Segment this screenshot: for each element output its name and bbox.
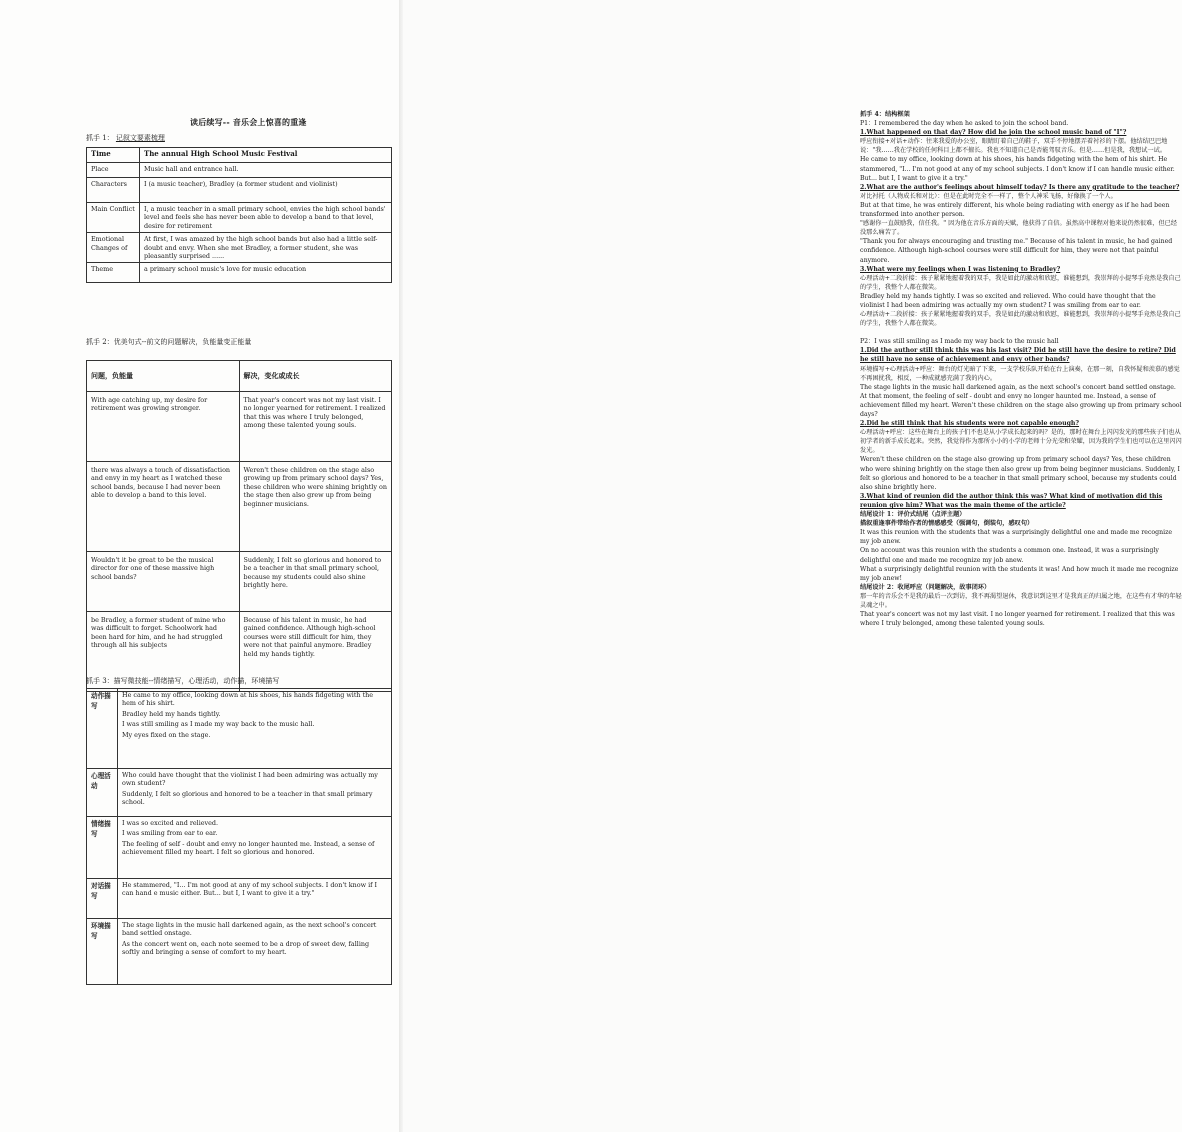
section-heading: 描叙重逢事件带给作者的情感感受（强调句，倒装句，感叹句） (860, 520, 1034, 528)
element-key: Emotional Changes of (87, 233, 140, 263)
section-heading: 抓手 4：结构框架 (860, 111, 910, 118)
problem-cell: Wouldn't it be great to be the musical director for one of these massive high school bands? (87, 552, 240, 612)
description-examples (118, 817, 392, 879)
section-heading: 结尾设计 1：评价式结尾（点评主题） (860, 511, 966, 519)
left-page (0, 0, 398, 1132)
spacer (860, 328, 1182, 337)
description-type: 环境描写 (87, 919, 118, 985)
description-type: 情绪描写 (87, 817, 118, 879)
structure-framework-text (860, 110, 1182, 628)
element-value: The annual High School Music Festival (140, 148, 392, 163)
guiding-question: 3.What kind of reunion did the author think this was? What kind of motivation did this reunion give him? What was the main theme of the article? (860, 492, 1163, 509)
description-line: Suddenly, I felt so glorious and honored to be a teacher in that small primary school. (122, 789, 373, 807)
step1-label: 抓手 1： (86, 134, 114, 142)
paragraph: He came to my office, looking down at his shoes, his hands fidgeting with the hem of his shirt. He stammered, "I... I'm not good at any of my school subjects. I don't know if I can handle music either. But... but I, I want to give it a try." (860, 156, 1175, 182)
description-examples (118, 879, 392, 919)
problem-cell: be Bradley, a former student of mine who was difficult to forget. Schoolwork had been hard for him, and he had struggled through all his subjects (87, 612, 240, 692)
step3-heading: 抓手 3：描写微技能--情绪描写，心理活动，动作描，环境描写 (86, 677, 280, 685)
step1-text: 记叙文要素梳理 (115, 134, 165, 142)
paragraph: 心理活动+二段折接：孩子紧紧地握着我的双手，我是如此的激动和欣慰，谁能想到，我崇拜的小提琴手竟然是我自己的学生，我整个人都在微笑。 (860, 274, 1181, 291)
description-line: My eyes fixed on the stage. (122, 730, 211, 739)
element-row (87, 163, 392, 178)
description-line: Bradley held my hands tightly. (122, 709, 221, 718)
description-line: Who could have thought that the violinist I had been admiring was actually my own student? (122, 771, 378, 788)
description-line: As the concert went on, each note seemed to be a drop of sweet dew, falling softly and bringing a sense of comfort to my heart. (122, 939, 370, 957)
element-row (87, 263, 392, 283)
description-type: 心理活动 (87, 769, 118, 817)
problem-row (87, 552, 392, 612)
description-line: He came to my office, looking down at his shoes, his hands fidgeting with the hem of his shirt. (122, 691, 374, 708)
element-row (87, 203, 392, 233)
element-value: a primary school music's love for music education (140, 263, 392, 283)
description-row (87, 769, 392, 817)
guiding-question: 3.What were my feelings when I was listening to Bradley? (860, 265, 1061, 273)
description-line: The feeling of self - doubt and envy no longer haunted me. Instead, a sense of achievement filled my heart. I felt so glorious and honored. (122, 839, 375, 857)
guiding-question: 1.Did the author still think this was his last visit? Did he still have the desire to retire? Did he still have no sense of achievement and envy other bands? (860, 347, 1176, 364)
description-row (87, 919, 392, 985)
paragraph: "Thank you for always encouraging and trusting me." Because of his talent in music, he had gained confidence. Although high-school courses were still difficult for him, they were not that painful anymore. (860, 238, 1173, 264)
paragraph: 心理活动+二段折接：孩子紧紧地握着我的双手，我是如此的激动和欣慰，谁能想到，我崇拜的小提琴手竟然是我自己的学生，我整个人都在微笑。 (860, 311, 1181, 328)
paragraph: "感谢你一直鼓励我，信任我。" 因为他在音乐方面的天赋，他获得了自信。虽然高中课程对他来说仍然很难，但已经没那么痛苦了。 (860, 220, 1178, 237)
guiding-question: 2.Did he still think that his students were not capable enough? (860, 420, 1080, 428)
description-row (87, 879, 392, 919)
description-line: I was so excited and relieved. (122, 819, 219, 827)
element-row (87, 148, 392, 163)
element-row (87, 178, 392, 203)
description-line: I was smiling from ear to ear. (122, 829, 218, 838)
paragraph: But at that time, he was entirely different, his whole being radiating with energy as if he had been transformed into another person. (860, 201, 1170, 219)
paragraph: The stage lights in the music hall darkened again, as the next school's concert band settled onstage. At that moment, the feeling of self - doubt and envy no longer haunted me. Instead, a sense of achievement filled my heart. Weren't these children on the stage also growing up from primary school days? (860, 383, 1182, 418)
guiding-question: 1.What happened on that day? How did he join the school music band of "I"? (860, 129, 1127, 137)
element-key: Place (87, 163, 140, 178)
problem-header-row (87, 361, 392, 392)
description-type: 动作描写 (87, 689, 118, 769)
element-row (87, 233, 392, 263)
paragraph: 那一年的音乐会不是我的最后一次到访，我不再渴望退休，我意识到这里才是我真正的归属之地，在这些有才华的年轻灵魂之中。 (860, 592, 1182, 609)
solution-cell: That year's concert was not my last visit. I no longer yearned for retirement. I realized that this was where I truly belonged, among these talented young souls. (239, 392, 392, 462)
step1-heading (86, 133, 165, 143)
description-type: 对话描写 (87, 879, 118, 919)
paragraph: 对比衬托（人物成长和对比）：但是在此时完全不一样了，整个人神采飞扬，好像换了一个人。 (860, 192, 1117, 200)
paragraph: P1：I remembered the day when he asked to join the school band. (860, 120, 1069, 128)
section-heading: 结尾设计 2：收尾呼应（问题解决，故事闭环） (860, 583, 991, 591)
guiding-question: 2.What are the author's feelings about himself today? Is there any gratitude to the teacher? (860, 183, 1180, 191)
element-value: At first, I was amazed by the high school bands but also had a little self-doubt and envy. When she met Bradley, a former student, she was pleasantly surprised ...... (140, 233, 392, 263)
problem-header: 问题，负能量 (87, 361, 240, 392)
description-examples (118, 919, 392, 985)
problem-cell: With age catching up, my desire for retirement was growing stronger. (87, 392, 240, 462)
solution-header: 解决，变化或成长 (239, 361, 392, 392)
page-title: 读后续写-- 音乐会上惊喜的重逢 (190, 117, 307, 127)
description-skills-table (86, 688, 392, 985)
solution-cell: Because of his talent in music, he had gained confidence. Although high-school courses were still difficult for him, they were not that painful anymore. Bradley held my hands tightly. (239, 612, 392, 692)
paragraph: 环境描写+心理活动+呼应：舞台的灯光暗了下来，一支学校乐队开始在台上演奏，在那一刻，自我怀疑和羡慕的感觉不再困扰我，相反，一种成就感充满了我的内心。 (860, 365, 1180, 382)
description-row (87, 817, 392, 879)
paragraph: It was this reunion with the students that was a surprisingly delightful one and made me recognize my job anew. (860, 529, 1172, 546)
step2-heading: 抓手 2：优美句式--前文的问题解决，负能量变正能量 (86, 338, 252, 346)
solution-cell: Weren't these children on the stage also growing up from primary school days? Yes, these children who were shining brightly on the stage then also grew up from being beginner musicians. (239, 462, 392, 552)
description-examples (118, 689, 392, 769)
element-key: Theme (87, 263, 140, 283)
description-examples (118, 769, 392, 817)
element-value: Music hall and entrance hall. (140, 163, 392, 178)
paragraph: That year's concert was not my last visit. I no longer yearned for retirement. I realized that this was where I truly belonged, among these talented young souls. (860, 611, 1175, 628)
description-line: The stage lights in the music hall darkened again, as the next school's concert band settled onstage. (122, 921, 377, 938)
paragraph: On no account was this reunion with the students a common one. Instead, it was a surprisingly delightful one and made me recognize my job anew. (860, 547, 1159, 564)
problem-row (87, 462, 392, 552)
element-key: Main Conflict (87, 203, 140, 233)
description-row (87, 689, 392, 769)
paragraph: Weren't these children on the stage also growing up from primary school days? Yes, these children who were shining brightly on the stage then also grew up from being beginner musicians. Suddenly, I felt so glorious and honored to be a teacher in that small primary school, because my students could also shine brightly here. (860, 456, 1180, 491)
problem-solution-table (86, 360, 392, 692)
element-value: I (a music teacher), Bradley (a former student and violinist) (140, 178, 392, 203)
paragraph: Bradley held my hands tightly. I was so excited and relieved. Who could have thought that the violinist I had been admiring was actually my own student? I was smiling from ear to ear. (860, 292, 1156, 309)
story-elements-table (86, 147, 392, 283)
element-key: Characters (87, 178, 140, 203)
paragraph: What a surprisingly delightful reunion with the students it was! And how much it made me recognize my job anew! (860, 565, 1179, 582)
paragraph: 心理活动+呼应：这些在舞台上的孩子们不也是从小学成长起来的吗？是的，那时在舞台上闪闪发光的那些孩子们也从初学者的新手成长起来。突然，我觉得作为那所小小的小学的老师十分光荣和荣耀，因为我的学生们也可以在这里闪闪发光。 (860, 429, 1182, 455)
element-key: Time (87, 148, 140, 163)
description-line: I was still smiling as I made my way back to the music hall. (122, 720, 315, 729)
element-value: I, a music teacher in a small primary school, envies the high school bands' level and feels she has never been able to develop a band to that level, desire for retirement (140, 203, 392, 233)
description-line: He stammered, "I... I'm not good at any of my school subjects. I don't know if I can hand e music either. But... but I, I want to give it a try." (122, 881, 378, 898)
problem-cell: there was always a touch of dissatisfaction and envy in my heart as I watched these school bands, because I had never been able to develop a band to this level. (87, 462, 240, 552)
problem-row (87, 392, 392, 462)
solution-cell: Suddenly, I felt so glorious and honored to be a teacher in that small primary school, because my students could also shine brightly here. (239, 552, 392, 612)
right-page (403, 0, 1182, 1132)
paragraph: P2：I was still smiling as I made my way back to the music hall (860, 338, 1059, 346)
paragraph: 呼应衔接+对话+动作：往来我爱的办公室，眼睛盯着自己的鞋子，双手不停地摆弄着衬衫的下摆。他结结巴巴地说："我……我在学校的任何科目上都不擅长。我也不知道自己是否能驾驭音乐。但是……但是我，我想试一试。 (860, 138, 1168, 155)
